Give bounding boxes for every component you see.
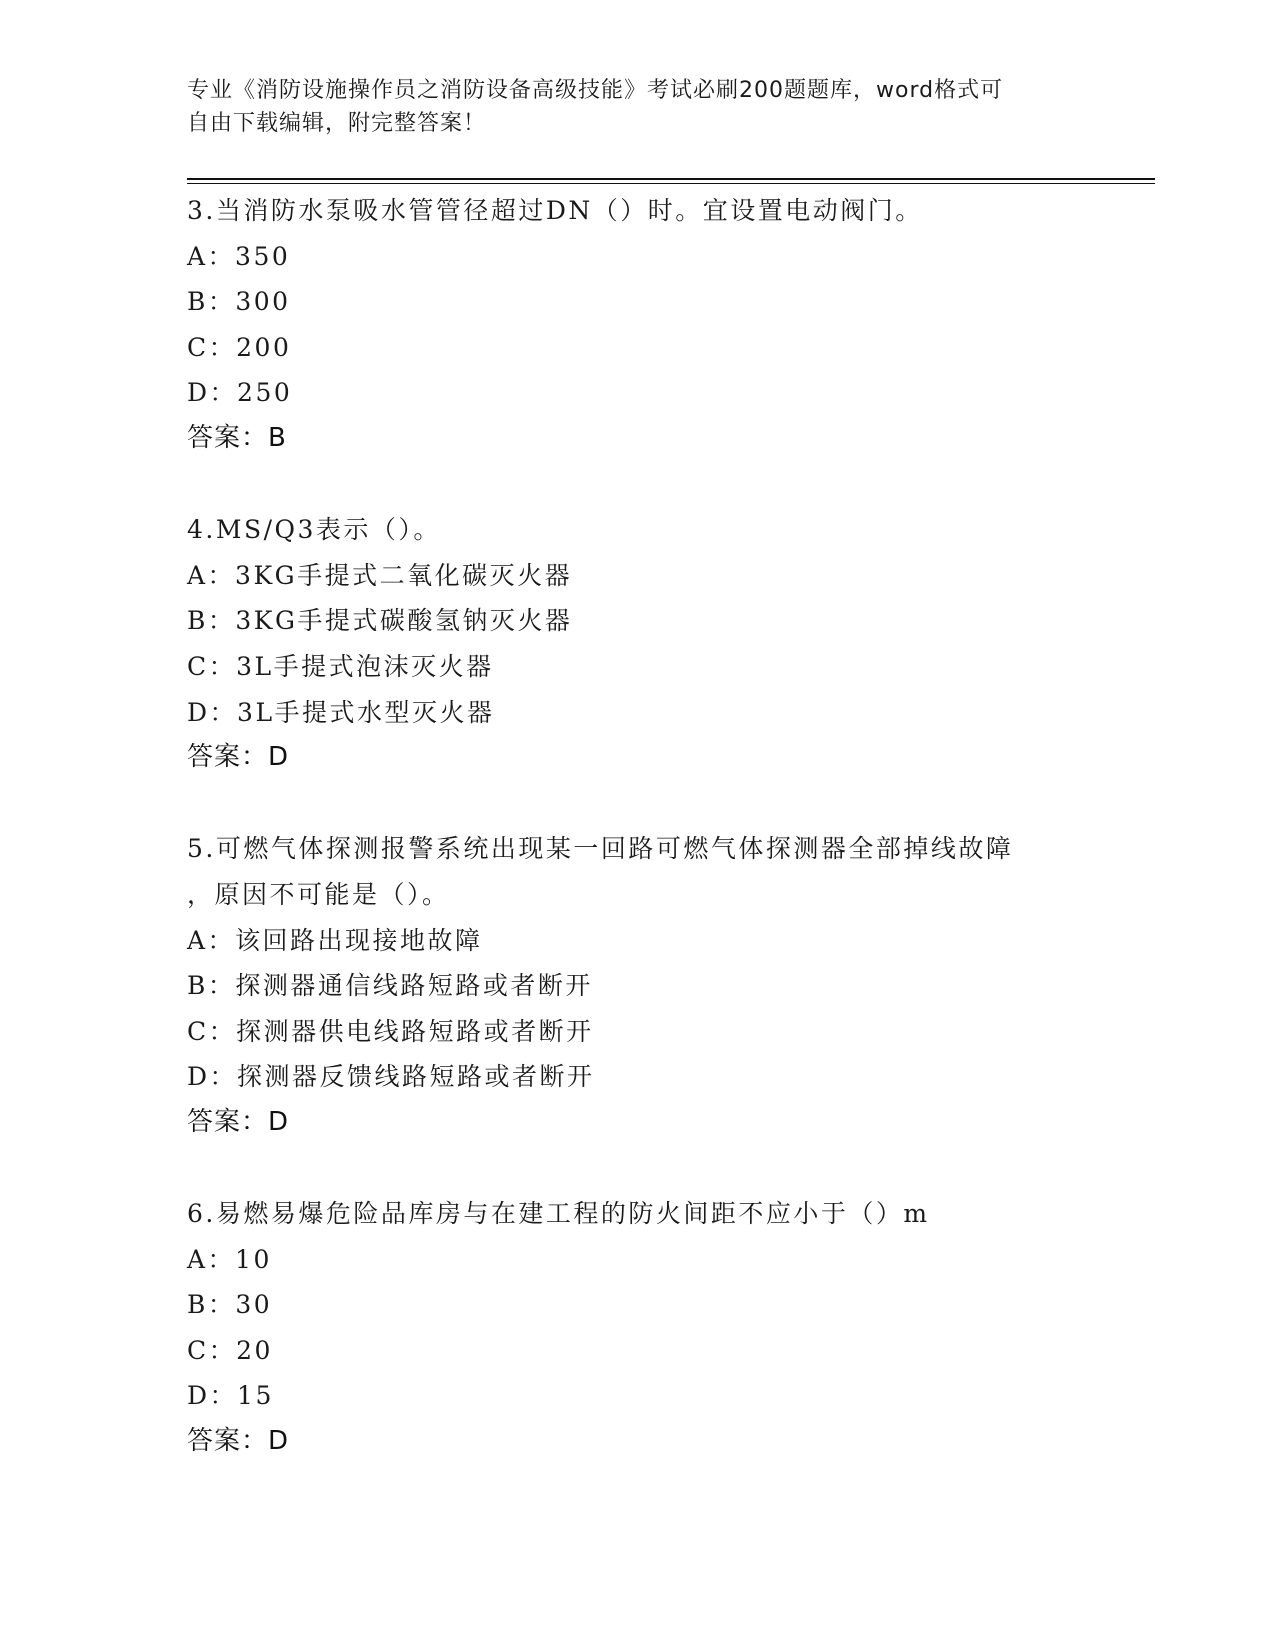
question-spacer (187, 462, 1087, 508)
option-c: C：3L手提式泡沫灭火器 (187, 651, 494, 681)
option-a: A：10 (187, 1244, 272, 1274)
header-line-2: 自由下载编辑，附完整答案！ (187, 111, 487, 136)
option-b: B：探测器通信线路短路或者断开 (187, 971, 593, 1001)
option-c: C：20 (187, 1335, 273, 1365)
question-spacer (187, 1145, 1087, 1191)
header-line-1: 专业《消防设施操作员之消防设备高级技能》考试必刷200题题库，word格式可 (187, 78, 1004, 103)
option-b: B：3KG手提式碳酸氢钠灭火器 (187, 606, 573, 636)
question-stem-continued: ，原因不可能是（）。 (187, 879, 450, 909)
answer-line: 答案：D (187, 1426, 290, 1457)
option-b: B：300 (187, 287, 291, 317)
question-stem: 3.当消防水泵吸水管管径超过DN（）时。宜设置电动阀门。 (187, 196, 923, 225)
question-4 (187, 507, 1087, 781)
option-d: D：250 (187, 378, 293, 408)
document-header (187, 74, 1067, 140)
option-c: C：200 (187, 332, 292, 362)
option-a: A：3KG手提式二氧化碳灭火器 (187, 560, 573, 590)
question-stem: 5.可燃气体探测报警系统出现某一回路可燃气体探测器全部掉线故障 (187, 834, 1014, 864)
option-a: A：该回路出现接地故障 (187, 925, 483, 955)
question-6 (187, 1191, 1087, 1465)
answer-line: 答案：D (187, 742, 290, 773)
answer-line: 答案：B (187, 422, 287, 453)
question-3 (187, 188, 1087, 462)
question-stem: 6.易燃易爆危险品库房与在建工程的防火间距不应小于（）m (187, 1199, 930, 1229)
question-list (187, 188, 1087, 1465)
question-5 (187, 826, 1087, 1145)
option-d: D：3L手提式水型灭火器 (187, 697, 495, 727)
option-d: D：探测器反馈线路短路或者断开 (187, 1062, 595, 1092)
option-d: D：15 (187, 1381, 274, 1411)
option-b: B：30 (187, 1290, 273, 1320)
answer-line: 答案：D (187, 1106, 290, 1137)
option-a: A：350 (187, 241, 291, 271)
question-spacer (187, 781, 1087, 827)
option-c: C：探测器供电线路短路或者断开 (187, 1016, 594, 1046)
header-divider-thin (187, 183, 1155, 184)
question-stem: 4.MS/Q3表示（）。 (187, 515, 441, 545)
header-divider-thick (187, 178, 1155, 180)
